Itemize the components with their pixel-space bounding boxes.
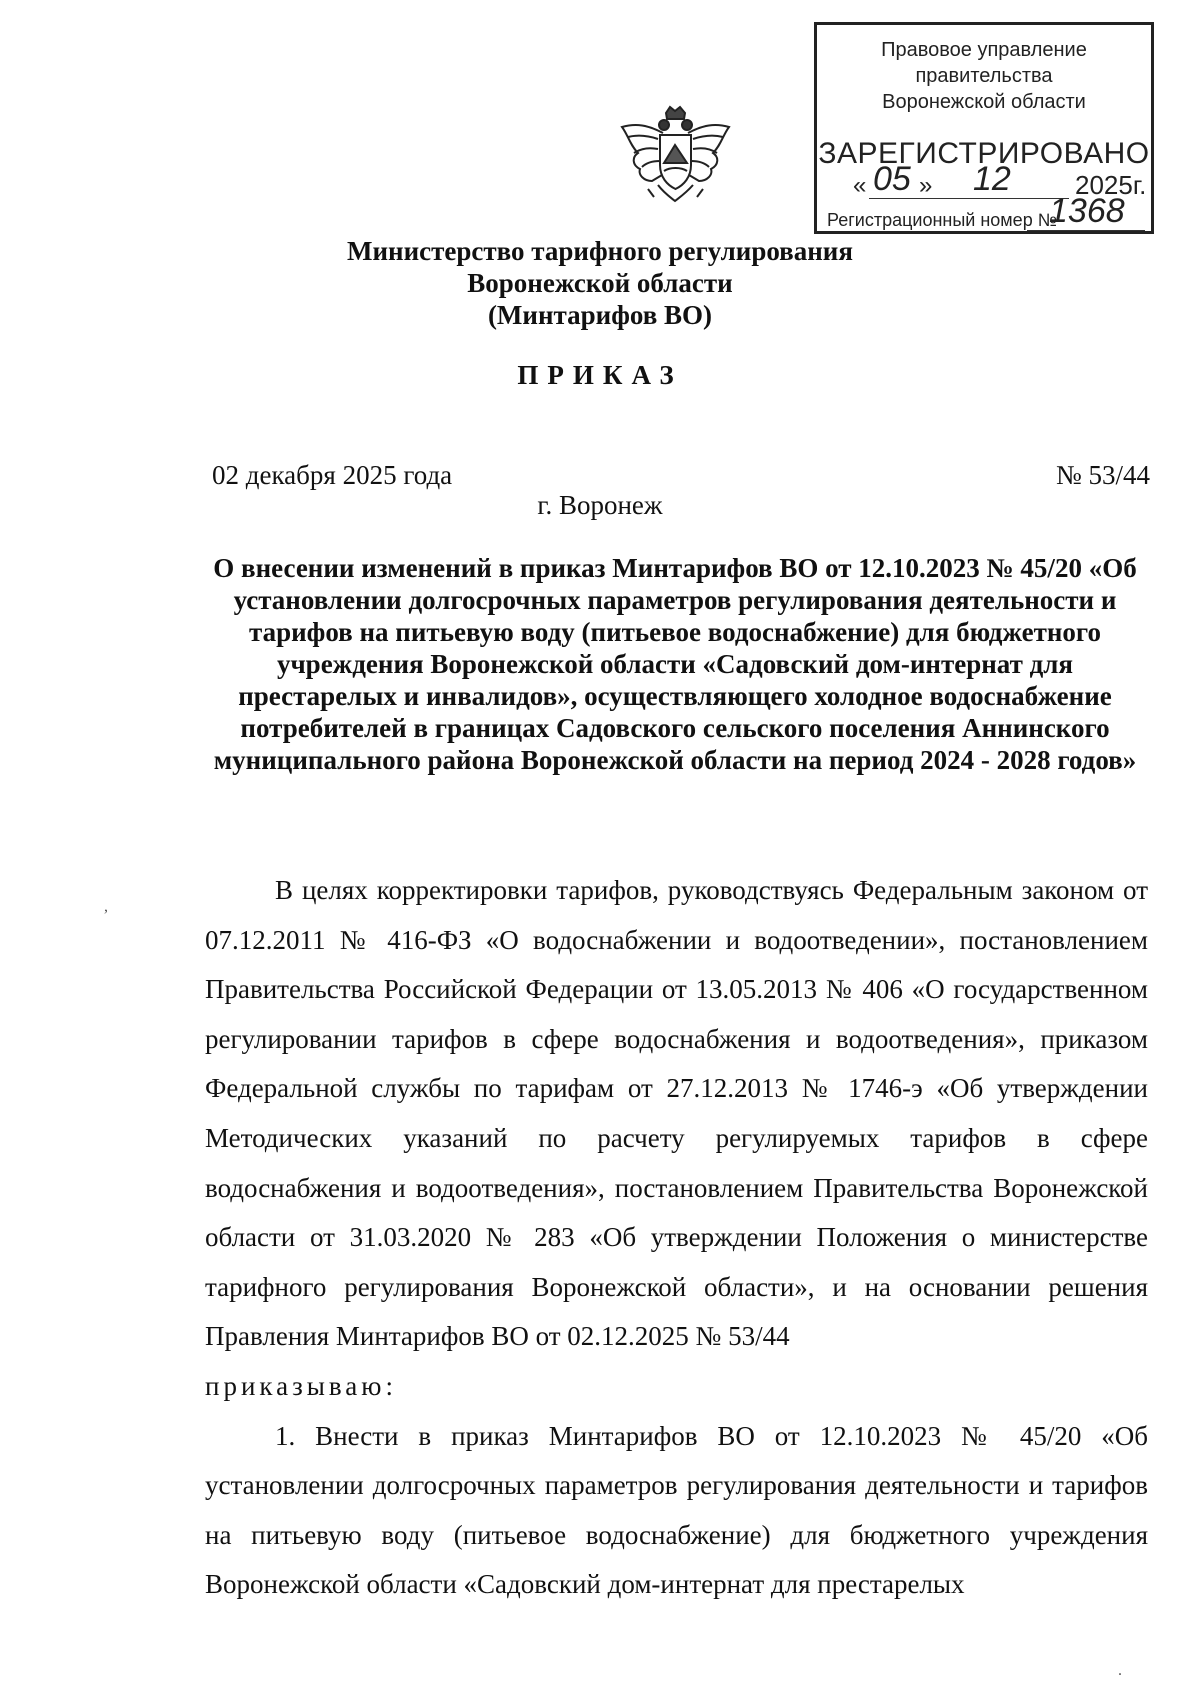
stamp-month: 12 <box>973 160 1011 198</box>
registration-stamp <box>814 22 1154 234</box>
stamp-registered-label: ЗАРЕГИСТРИРОВАНО <box>818 137 1150 170</box>
ministry-line1: Министерство тарифного регулирования <box>347 236 853 266</box>
document-type: ПРИКАЗ <box>517 360 683 390</box>
stamp-quote-close: » <box>919 172 933 199</box>
stamp-quote-open: « <box>853 172 867 199</box>
item-1-paragraph: 1. Внести в приказ Минтарифов ВО от 12.10.2023 № 45/20 «Об установлении долгосрочных параметров регулирования деятельности и тарифов на питьевую воду (питьевое водоснабжение) для бюджетного учреждения Воронежской области «Садовский дом-интернат для престарелых <box>205 1420 1148 1600</box>
document-number: № 53/44 <box>1055 460 1150 490</box>
coat-of-arms-icon <box>618 105 733 205</box>
document-city: г. Воронеж <box>537 490 663 520</box>
stamp-year: 2025г. <box>1075 170 1147 200</box>
order-word: приказываю: <box>205 1370 397 1401</box>
stamp-organization <box>817 37 1151 115</box>
stamp-regnum-underline <box>1027 230 1145 231</box>
scan-mark: . <box>1118 1662 1122 1679</box>
document-body <box>205 866 1148 1610</box>
scan-mark: , <box>104 898 108 915</box>
ministry-line3: (Минтарифов ВО) <box>487 300 713 330</box>
preamble-paragraph: В целях корректировки тарифов, руководствуясь Федеральным законом от 07.12.2011 № 416-ФЗ «О водоснабжении и водоотведении», постановлением Правительства Российской Федерации от 13.05.2013 № 406 «О государственном регулировании тарифов в сфере водоснабжения и водоотведения», приказом Федеральной службы по тарифам от 27.12.2013 № 1746-э «Об утверждении Методических указаний по расчету регулируемых тарифов в сфере водоснабжения и водоотведения», постановлением Правительства Воронежской области от 31.03.2020 № 283 «Об утверждении Положения о министерстве тарифного регулирования Воронежской области», и на основании решения Правления Минтарифов ВО от 02.12.2025 № 53/44 <box>205 875 1148 1352</box>
ministry-line2: Воронежской области <box>467 268 733 298</box>
stamp-registration-number <box>827 192 1147 231</box>
stamp-regnum-label: Регистрационный номер № <box>827 210 1058 230</box>
stamp-regnum-value: 1368 <box>1049 192 1125 230</box>
stamp-org-line2: Воронежской области <box>882 91 1086 113</box>
stamp-day: 05 <box>873 160 911 198</box>
document-date: 02 декабря 2025 года <box>212 460 453 490</box>
ministry-name <box>0 235 1200 331</box>
stamp-org-line1: Правовое управление правительства <box>881 39 1087 87</box>
document-title: О внесении изменений в приказ Минтарифов ВО от 12.10.2023 № 45/20 «Об установлении долгосрочных параметров регулирования деятельности и тарифов на питьевую воду (питьевое водоснабжение) для бюджетного учреждения Воронежской области «Садовский дом-интернат для престарелых и инвалидов», осуществляющего холодное водоснабжение потребителей в границах Садовского сельского поселения Аннинского муниципального района Воронежской области на период 2024 - 2028 годов» <box>213 553 1137 775</box>
stamp-date-underline <box>869 198 1069 199</box>
